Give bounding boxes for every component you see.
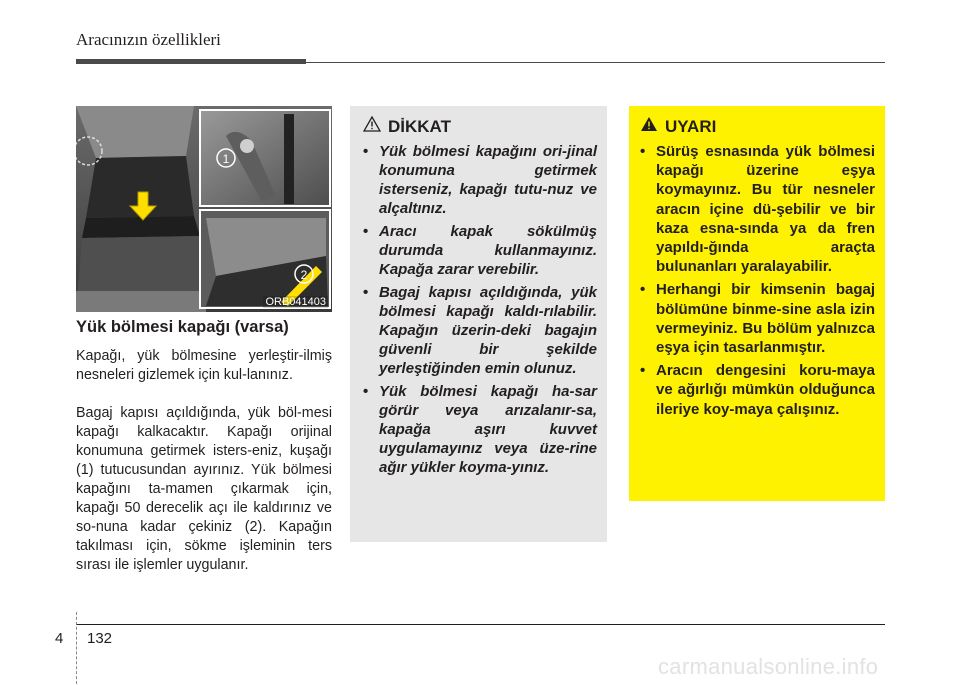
warning-list <box>640 142 875 419</box>
header-rule <box>306 62 885 63</box>
header-bar <box>76 59 306 64</box>
callout-1: 1 <box>222 152 230 166</box>
trunk-photo <box>76 106 332 312</box>
list-item: • Sürüş esnasında yük bölmesi kapağı üzerine eşya koymayınız. Bu tür nesneler aracın içine dü-şebilir ve bir kaza esna-sında ya da fren yapıldı-ğında araçta bulunanları yaralayabilir. <box>640 142 875 276</box>
trunk-cover-figure <box>76 106 332 312</box>
page-section: 4 <box>55 630 64 647</box>
caution-list <box>363 142 597 477</box>
list-item: • Yük bölmesi kapağını ori-jinal konumuna getirmek isterseniz, kapağı tutu-nuz ve alçaltınız. <box>363 142 597 218</box>
list-item: • Aracı kapak sökülmüş durumda kullanmayınız. Kapağa zarar verebilir. <box>363 222 597 279</box>
caution-title: DİKKAT <box>388 116 451 136</box>
body-paragraph: Kapağı, yük bölmesine yerleştir-ilmiş nesneleri gizlemek için kul-lanınız. <box>76 348 332 383</box>
caution-triangle-icon <box>363 116 381 137</box>
list-item: • Aracın dengesini koru-maya ve ağırlığı mümkün olduğunca ileriye koy-maya çalışınız. <box>640 361 875 419</box>
figure-code: ORB041403 <box>265 296 326 308</box>
warning-triangle-icon <box>640 116 658 137</box>
list-item: • Herhangi bir kimsenin bagaj bölümüne binme-sine asla izin vermeyiniz. Bu bölüm yalnızca eşya için tasarlanmıştır. <box>640 280 875 357</box>
warning-box <box>629 106 885 501</box>
callout-2: 2 <box>300 268 308 282</box>
warning-header <box>640 116 875 137</box>
body-paragraph: Bagaj kapısı açıldığında, yük böl-mesi kapağı kalkacaktır. Kapağı orijinal konumuna getirmek isters-eniz, kuşağı (1) tutucusundan ayırınız. Yük bölmesi kapağını ta-mamen çıkarmak için, kapağı 50 derecelik açı ile kaldırınız ve so-nuna kadar çekiniz (2). Kapağın takılması için, sökme işleminin ters sırası ile işlemler uygulanır. <box>76 405 332 573</box>
warning-title: UYARI <box>665 116 717 136</box>
footer-divider <box>76 612 77 684</box>
footer-rule <box>76 624 885 625</box>
list-item: • Bagaj kapısı açıldığında, yük bölmesi kapağı kaldı-rılabilir. Kapağın üzerin-deki bagajın güvenli bir şekilde yerleştiğinden emin olunuz. <box>363 283 597 378</box>
header-title: Aracınızın özellikleri <box>76 30 221 49</box>
list-item: • Yük bölmesi kapağı ha-sar görür veya arızalanır-sa, kapağa aşırı kuvvet uygulamayınız veya üze-rine ağır yükler koyma-yınız. <box>363 382 597 477</box>
watermark: carmanualsonline.info <box>658 654 879 679</box>
caution-header <box>363 116 597 137</box>
caution-box <box>350 106 607 542</box>
page-number: 132 <box>87 630 113 647</box>
section-title: Yük bölmesi kapağı (varsa) <box>76 318 289 336</box>
